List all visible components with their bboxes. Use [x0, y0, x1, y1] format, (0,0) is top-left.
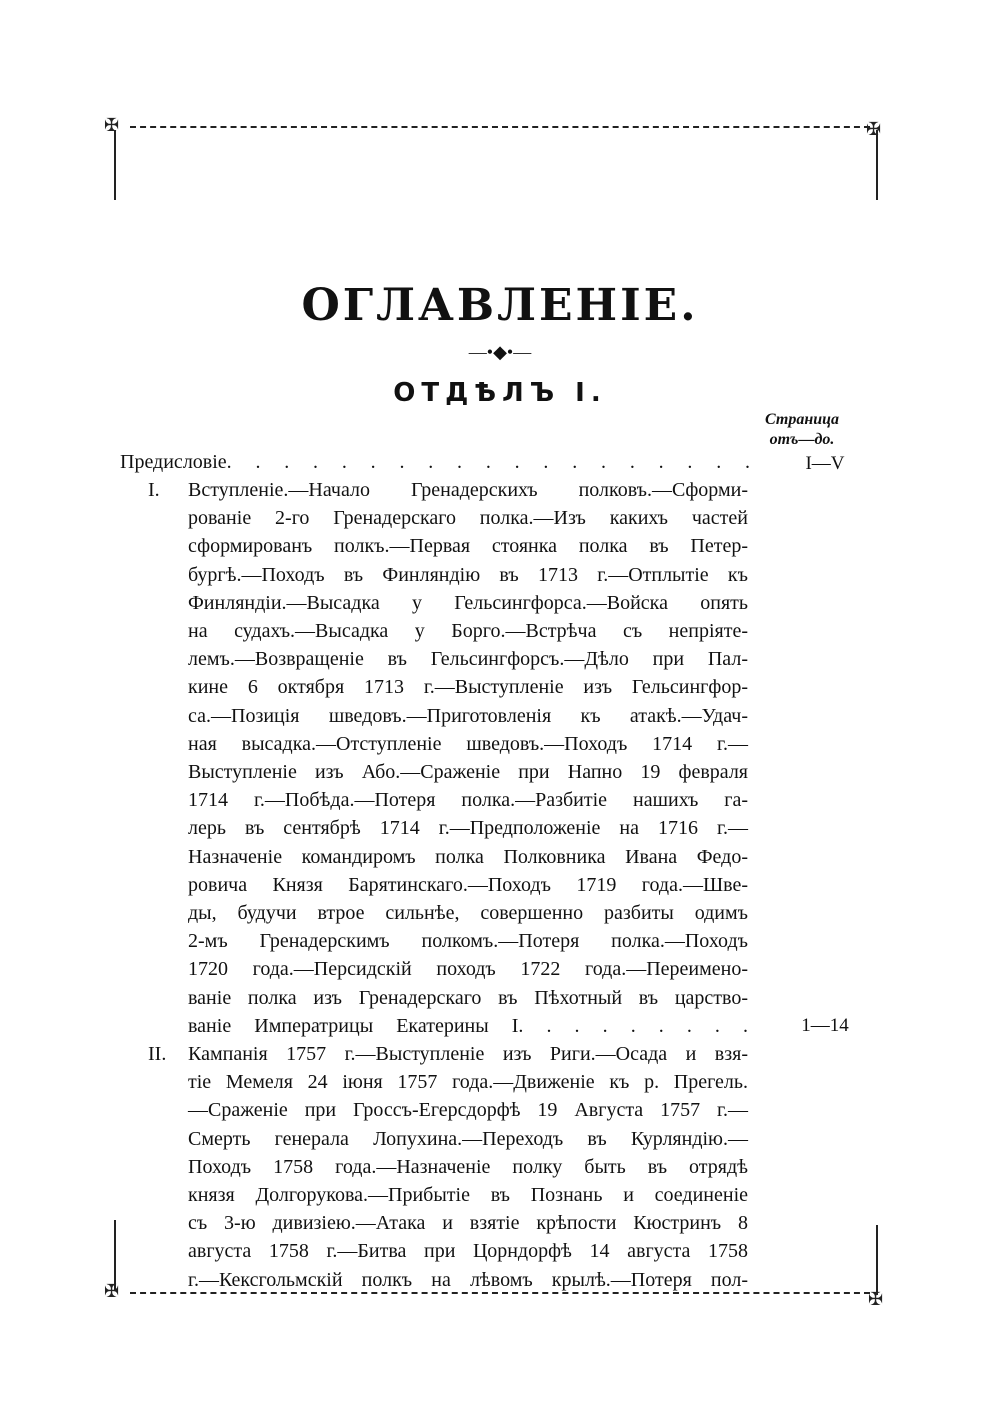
chapter-text-line: Назначеніе командиромъ полка Полковника Ивана Федо-: [188, 845, 748, 868]
chapter-text-line: Вступленіе.—Начало Гренадерскихъ полковъ.—Сформи-: [188, 479, 748, 501]
chapter-text-line: ды, будучи втрое сильнѣе, совершенно разбиты одимъ: [188, 902, 748, 924]
chapter-text-line: князя Долгорукова.—Прибытіе въ Познань и соединеніе: [188, 1184, 748, 1206]
chapter-number: I.: [148, 479, 160, 501]
frame-right-ornament-bottom: [876, 1225, 878, 1295]
chapter-text-line: ная высадка.—Отступленіе шведовъ.—Походъ 1714 г.—: [188, 732, 748, 755]
chapter-text-line: рованіе 2-го Гренадерскаго полка.—Изъ какихъ частей: [188, 507, 748, 530]
chapter-text-line: Финляндіи.—Высадка у Гельсингфорса.—Войска опять: [188, 591, 748, 614]
chapter-text-line: —Сраженіе при Гроссъ-Егерсдорфѣ 19 Августа 1757 г.—: [188, 1099, 748, 1122]
chapter-number: II.: [148, 1043, 167, 1065]
chapter-pages: 1—14: [801, 1014, 849, 1036]
preface-label: Предисловіе.: [120, 451, 232, 473]
frame-left-ornament-bottom: [114, 1220, 116, 1290]
chapter-text-line: августа 1758 г.—Битва при Цорндорфѣ 14 августа 1758: [188, 1240, 748, 1263]
chapter-text-line: лерь въ сентябрѣ 1714 г.—Предположеніе на 1716 г.—: [188, 817, 748, 840]
chapter-text-line: Кампанія 1757 г.—Выступленіе изъ Риги.—Осада и взя-: [188, 1043, 748, 1065]
chapter-text-line: кине 6 октября 1713 г.—Выступленіе изъ Гельсингфор-: [188, 676, 748, 699]
chapter-text-line: 2-мъ Гренадерскимъ полкомъ.—Потеря полка.—Походъ: [188, 930, 748, 953]
divider-ornament: —•◆•—: [468, 342, 532, 362]
chapter-text-line: 1714 г.—Побѣда.—Потеря полка.—Разбитіе нашихъ га-: [188, 789, 748, 812]
chapter-text-line: лемъ.—Возвращеніе въ Гельсингфорсъ.—Дѣло при Пал-: [188, 648, 748, 671]
corner-ornament-icon: ✠: [866, 119, 882, 139]
page-title: ОГЛАВЛЕНІЕ.: [301, 280, 699, 331]
corner-ornament-icon: ✠: [104, 1281, 120, 1301]
chapter-text-line: са.—Позиція шведовъ.—Приготовленія къ атакѣ.—Удач-: [188, 704, 748, 727]
page-header-line2: отъ—до.: [769, 431, 835, 448]
leader-dots: . . . . . . . . . . . . . . . . . .: [255, 451, 751, 473]
corner-ornament-icon: ✠: [868, 1289, 884, 1309]
toc-entry-preface: [120, 448, 750, 476]
corner-ornament-icon: ✠: [104, 115, 120, 135]
chapter-text-line: ровича Князя Барятинскаго.—Походъ 1719 года.—Шве-: [188, 873, 748, 896]
chapter-text-line: сформированъ полкъ.—Первая стоянка полка въ Петер-: [188, 535, 748, 558]
chapter-text-line: съ 3-ю дивизіею.—Атака и взятіе крѣпости Кюстринъ 8: [188, 1212, 748, 1235]
frame-top-border: [130, 126, 870, 128]
chapter-text-line: тіе Мемеля 24 іюня 1757 года.—Движеніе къ р. Прегель.: [188, 1071, 748, 1094]
preface-pages: I—V: [805, 453, 845, 474]
page-header-line1: Страница: [764, 411, 840, 428]
chapter-text-line: Смерть генерала Лопухина.—Переходъ въ Курляндію.—: [188, 1127, 748, 1150]
chapter-text-line: 1720 года.—Персидскій походъ 1722 года.—Переимено-: [188, 958, 748, 981]
chapter-text-last-line: [188, 1012, 748, 1040]
page-column-header: [752, 410, 852, 450]
section-heading: ОТДѢЛЪ I.: [393, 378, 607, 408]
chapter-text-line: г.—Кексгольмскій полкъ на лѣвомъ крылѣ.—Потеря пол-: [188, 1268, 748, 1291]
chapter-text-line: ваніе Императрицы Екатерины I.: [188, 1014, 524, 1037]
chapter-text-line: бургѣ.—Походъ въ Финляндію въ 1713 г.—Отплытіе къ: [188, 563, 748, 586]
leader-dots: . . . . . . . .: [546, 1014, 749, 1037]
chapter-text-line: Походъ 1758 года.—Назначеніе полку быть въ отрядѣ: [188, 1155, 748, 1178]
chapter-text-line: Выступленіе изъ Або.—Сраженіе при Напно 19 февраля: [188, 761, 748, 783]
chapter-text-line: на судахъ.—Высадка у Борго.—Встрѣча съ непріяте-: [188, 620, 748, 642]
frame-right-ornament: [876, 130, 878, 200]
frame-left-ornament: [114, 130, 116, 200]
chapter-text-line: ваніе полка изъ Гренадерскаго въ Пѣхотный въ царство-: [188, 986, 748, 1009]
